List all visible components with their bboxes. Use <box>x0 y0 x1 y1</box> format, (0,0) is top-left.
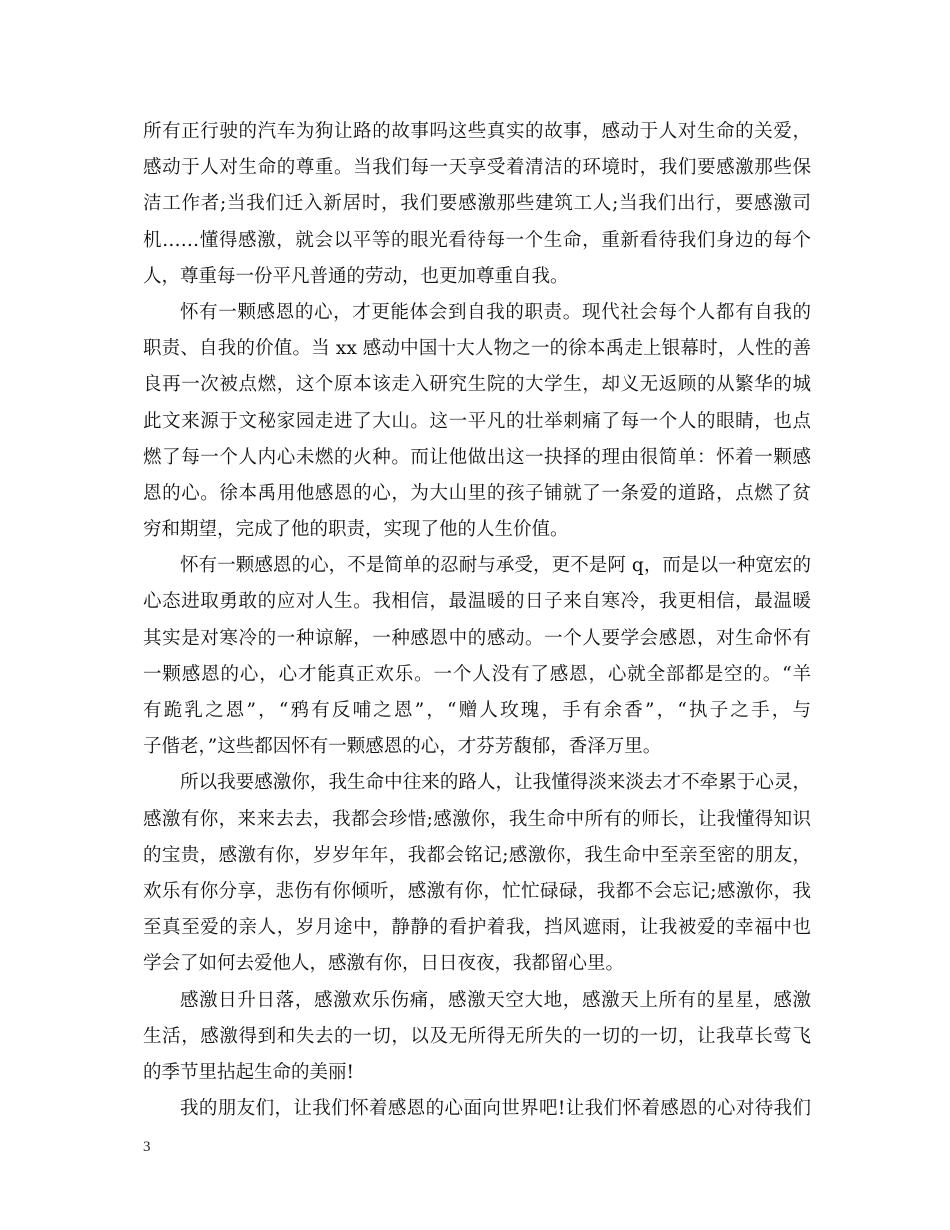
text-line: 感激日升日落，感激欢乐伤痛，感激天空大地，感激天上所有的星星，感激 <box>180 989 811 1011</box>
text-line: 恩的心。徐本禹用他感恩的心，为大山里的孩子铺就了一条爱的道路，点燃了贫 <box>143 482 811 504</box>
text-line: 洁工作者;当我们迁入新居时，我们要感激那些建筑工人;当我们出行，要感激司 <box>143 193 811 215</box>
text-line: 怀有一颗感恩的心，才更能体会到自我的职责。现代社会每个人都有自我的 <box>180 301 811 323</box>
text-line: 其实是对寒冷的一种谅解，一种感恩中的感动。一个人要学会感恩，对生命怀有 <box>143 627 811 649</box>
page-number: 3 <box>143 1139 151 1155</box>
text-line: 良再一次被点燃，这个原本该走入研究生院的大学生，却义无返顾的从繁华的城 <box>143 374 811 396</box>
text-line: 所有正行驶的汽车为狗让路的故事吗这些真实的故事，感动于人对生命的关爱， <box>143 121 811 142</box>
text-line: 机……懂得感激，就会以平等的眼光看待每一个生命，重新看待我们身边的每个 <box>143 229 811 251</box>
text-line: 欢乐有你分享，悲伤有你倾听，感激有你，忙忙碌碌，我都不会忘记;感激你，我 <box>143 880 811 902</box>
text-line: 燃了每一个人内心未燃的火种。而让他做出这一抉择的理由很简单：怀着一颗感 <box>143 446 811 468</box>
text-line: 所以我要感激你，我生命中往来的路人，让我懂得淡来淡去才不牵累于心灵， <box>180 772 811 794</box>
text-line: 人，尊重每一份平凡普通的劳动，也更加尊重自我。 <box>143 265 569 287</box>
text-line: 心态进取勇敢的应对人生。我相信，最温暖的日子来自寒冷，我更相信，最温暖 <box>143 591 811 613</box>
text-line: 感动于人对生命的尊重。当我们每一天享受着清洁的环境时，我们要感激那些保 <box>143 157 811 179</box>
text-line: 有跪乳之恩”，“鸦有反哺之恩”，“赠人玫瑰，手有余香”，“执子之手，与 <box>143 700 811 721</box>
text-line: 穷和期望，完成了他的职责，实现了他的人生价值。 <box>143 519 569 541</box>
text-line: 一颗感恩的心，心才能真正欢乐。一个人没有了感恩，心就全部都是空的。“羊 <box>143 663 811 685</box>
text-line: 职责、自我的价值。当 xx 感动中国十大人物之一的徐本禹走上银幕时，人性的善 <box>143 338 811 360</box>
text-line: 至真至爱的亲人，岁月途中，静静的看护着我，挡风遮雨，让我被爱的幸福中也 <box>143 917 811 939</box>
text-line: 学会了如何去爱他人，感激有你，日日夜夜，我都留心里。 <box>143 953 625 975</box>
text-line: 的季节里拈起生命的美丽! <box>143 1061 354 1083</box>
body-text <box>143 114 811 1127</box>
text-line: 生活，感激得到和失去的一切，以及无所得无所失的一切的一切，让我草长莺飞 <box>143 1025 811 1047</box>
text-line: 的宝贵，感激有你，岁岁年年，我都会铭记;感激你，我生命中至亲至密的朋友， <box>143 844 811 866</box>
text-line: 怀有一颗感恩的心，不是简单的忍耐与承受，更不是阿 q，而是以一种宽宏的 <box>180 555 811 577</box>
text-line: 子偕老，”这些都因怀有一颗感恩的心，才芬芳馥郁，香泽万里。 <box>143 736 662 758</box>
text-line: 感激有你，来来去去，我都会珍惜;感激你，我生命中所有的师长，让我懂得知识 <box>143 808 811 830</box>
text-line: 此文来源于文秘家园走进了大山。这一平凡的壮举刺痛了每一个人的眼睛，也点 <box>143 410 811 432</box>
text-line: 我的朋友们，让我们怀着感恩的心面向世界吧!让我们怀着感恩的心对待我们 <box>180 1098 811 1120</box>
